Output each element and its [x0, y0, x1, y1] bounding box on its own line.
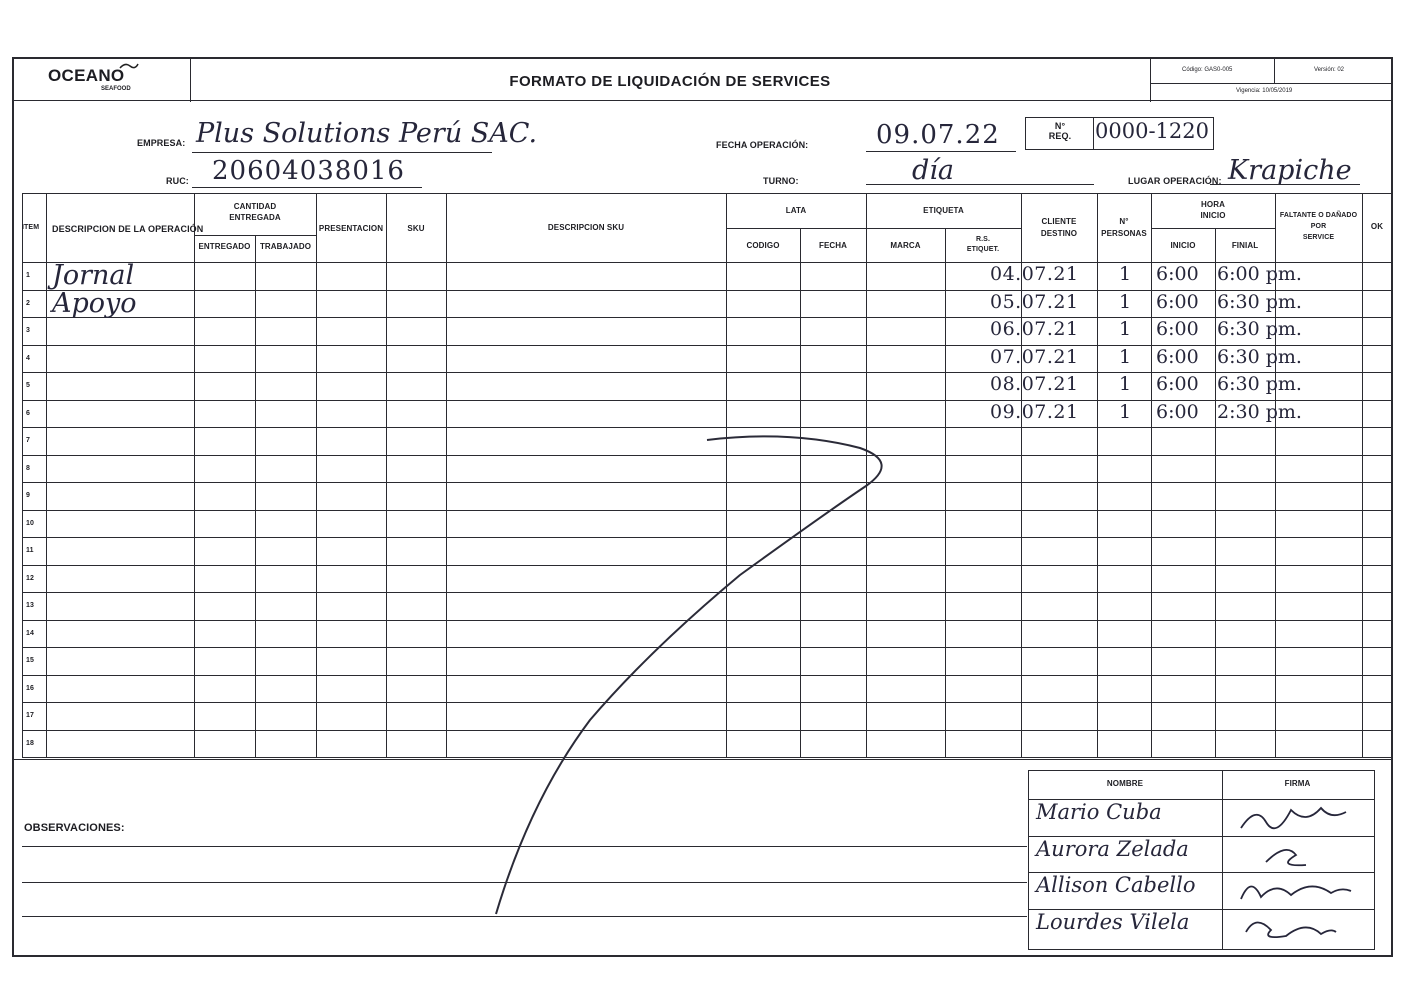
row-item-number: 13	[26, 602, 34, 609]
col-lata: LATA	[785, 206, 807, 215]
row-hora-inicio: 6:00	[1156, 400, 1199, 423]
row-item-number: 7	[26, 437, 30, 444]
doc-validity: Vigencia: 10/05/2019	[1236, 88, 1293, 94]
col-rs-etiquet: R.S. ETIQUET.	[966, 236, 1000, 253]
col-inicio: INICIO	[1170, 241, 1196, 250]
observaciones-label: OBSERVACIONES:	[24, 822, 125, 834]
row-hora-final: 6:30 pm.	[1217, 345, 1302, 368]
col-personas: N° PERSONAS	[1101, 217, 1147, 238]
col-cliente-destino: CLIENTE DESTINO	[1040, 217, 1078, 238]
row-item-number: 14	[26, 629, 34, 637]
row-cliente-fecha: 06.07.21	[990, 318, 1079, 340]
handwritten-signature-mark	[1236, 873, 1356, 907]
row-hora-inicio: 6:00	[1156, 373, 1199, 395]
col-etiqueta: ETIQUETA	[923, 206, 964, 215]
row-cliente-fecha: 05.07.21	[990, 290, 1079, 313]
row-item-number: 11	[26, 547, 34, 554]
col-final: FINIAL	[1231, 241, 1259, 250]
row-hora-final: 6:30 pm.	[1217, 290, 1302, 313]
col-trabajado: TRABAJADO	[259, 242, 312, 251]
row-item-number: 8	[26, 464, 30, 472]
row-personas: 1	[1118, 400, 1132, 423]
row-hora-inicio: 6:00	[1156, 290, 1199, 313]
row-personas: 1	[1118, 345, 1132, 368]
row-hora-final: 6:30 pm.	[1217, 318, 1302, 340]
row-cliente-fecha: 07.07.21	[990, 345, 1079, 368]
col-item: ITEM	[22, 224, 40, 231]
row-item-number: 4	[26, 354, 30, 362]
col-descripcion-sku: DESCRIPCION SKU	[547, 223, 625, 232]
row-personas: 1	[1118, 290, 1132, 313]
ruc-label: RUC:	[166, 176, 189, 186]
row-item-number: 2	[26, 299, 30, 307]
wave-logo-icon	[118, 61, 140, 71]
row-item-number: 10	[26, 519, 34, 527]
col-marca: MARCA	[890, 241, 921, 250]
signer-name: Allison Cabello	[1036, 873, 1196, 897]
logo-text: OCEANO	[48, 66, 125, 85]
doc-version: Versión: 02	[1314, 67, 1345, 73]
col-presentacion: PRESENTACION	[318, 224, 384, 233]
col-fecha: FECHA	[818, 241, 848, 250]
lugar-operacion-label: LUGAR OPERACIÓN:	[1128, 176, 1222, 186]
row-item-number: 5	[26, 382, 30, 389]
req-label: N° REQ.	[1048, 121, 1072, 141]
handwritten-signature-mark	[1236, 910, 1356, 944]
row-personas: 1	[1118, 318, 1132, 340]
signer-name: Aurora Zelada	[1036, 837, 1189, 861]
col-entregado: ENTREGADO	[198, 242, 251, 251]
doc-code: Código: GAS0-005	[1182, 67, 1233, 73]
row-personas: 1	[1118, 373, 1132, 395]
row-item-number: 15	[26, 657, 34, 664]
row-item-number: 17	[26, 712, 34, 719]
req-value: 0000-1220	[1095, 119, 1209, 143]
nombre-header: NOMBRE	[1106, 779, 1144, 788]
col-ok: OK	[1370, 222, 1384, 231]
row-hora-final: 2:30 pm.	[1217, 400, 1302, 423]
row-descripcion: Apoyo	[52, 287, 137, 319]
empresa-label: EMPRESA:	[137, 138, 186, 148]
signer-name: Lourdes Vilela	[1036, 910, 1190, 934]
row-descripcion: Jornal	[52, 260, 135, 291]
handwritten-signature-mark	[1236, 837, 1356, 871]
form-title: FORMATO DE LIQUIDACIÓN DE SERVICES	[509, 73, 831, 90]
row-cliente-fecha: 04.07.21	[990, 263, 1079, 285]
row-item-number: 18	[26, 739, 34, 747]
ruc-value: 20604038016	[212, 156, 405, 186]
col-codigo: CODIGO	[746, 241, 780, 250]
signer-name: Mario Cuba	[1036, 800, 1162, 824]
row-hora-inicio: 6:00	[1156, 263, 1199, 285]
row-item-number: 12	[26, 574, 34, 582]
row-cliente-fecha: 09.07.21	[990, 400, 1079, 423]
row-hora-final: 6:00 pm.	[1217, 263, 1302, 285]
row-item-number: 6	[26, 409, 30, 417]
row-personas: 1	[1118, 263, 1132, 285]
logo-subtitle: SEAFOOD	[101, 86, 131, 92]
col-descripcion-operacion: DESCRIPCION DE LA OPERACIÓN	[52, 224, 204, 234]
row-cliente-fecha: 08.07.21	[990, 373, 1079, 395]
firma-header: FIRMA	[1284, 779, 1311, 788]
row-item-number: 9	[26, 492, 30, 499]
turno-value: día	[912, 155, 955, 186]
row-hora-final: 6:30 pm.	[1217, 373, 1302, 395]
handwritten-signature-mark	[1236, 800, 1356, 834]
row-hora-inicio: 6:00	[1156, 345, 1199, 368]
row-hora-inicio: 6:00	[1156, 318, 1199, 340]
company-logo	[48, 66, 124, 86]
col-faltante: FALTANTE O DAÑADO POR SERVICE	[1279, 212, 1358, 241]
fecha-operacion-value: 09.07.22	[876, 120, 1000, 150]
fecha-operacion-label: FECHA OPERACIÓN:	[716, 140, 809, 150]
col-cantidad-entregada: CANTIDAD ENTREGADA	[229, 202, 281, 222]
empresa-value: Plus Solutions Perú SAC.	[196, 118, 538, 149]
row-item-number: 16	[26, 684, 34, 692]
row-item-number: 1	[26, 272, 30, 279]
row-item-number: 3	[26, 327, 30, 334]
col-hora-inicio: HORA INICIO	[1200, 200, 1226, 220]
lugar-operacion-value: Krapiche	[1228, 155, 1352, 186]
col-sku: SKU	[407, 224, 425, 233]
turno-label: TURNO:	[763, 176, 799, 186]
